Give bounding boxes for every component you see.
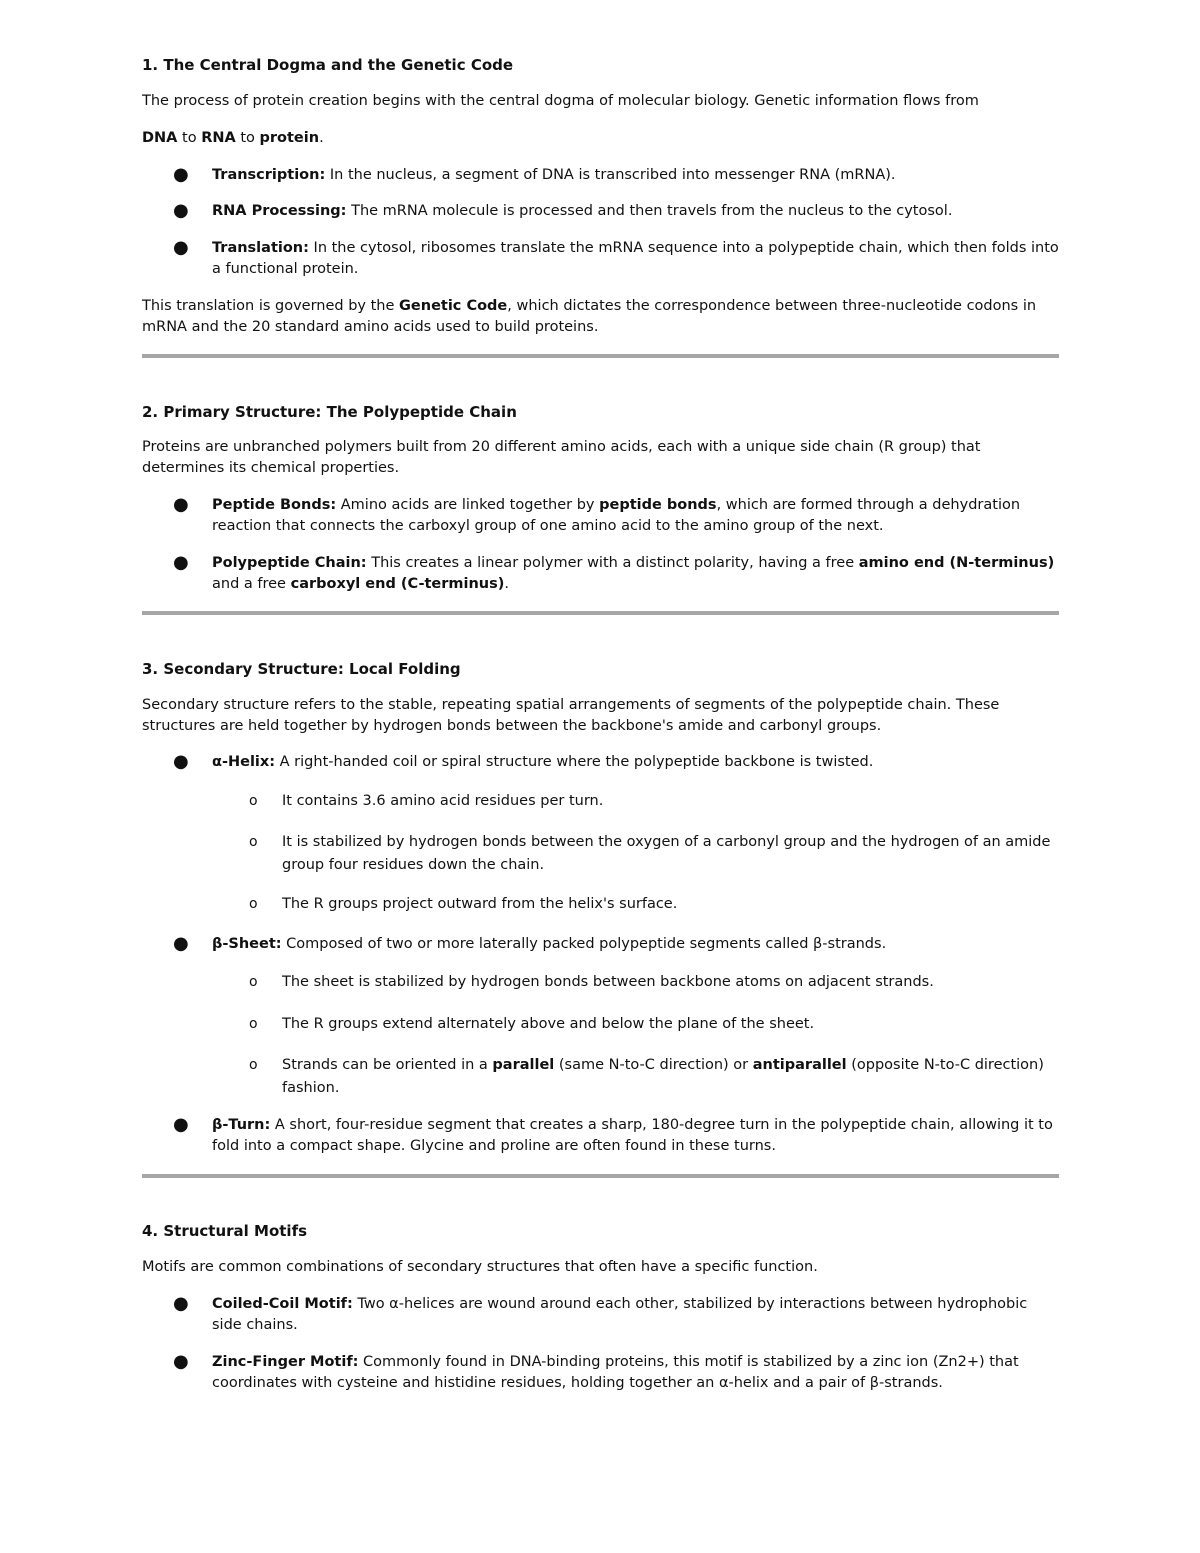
bullet-icon: ● <box>173 1114 189 1135</box>
bullet-icon: ● <box>173 1351 189 1372</box>
bullet-icon: ● <box>173 933 189 954</box>
section-divider <box>142 611 1059 615</box>
section-3-intro: Secondary structure refers to the stable, repeating spatial arrangements of segments of the polypeptide chain. These structures are held together by hydrogen bonds between the backbone's amide and carbonyl groups. <box>142 697 1000 734</box>
sub-bullet-icon: o <box>249 793 258 809</box>
sub-list-item: o The R groups project outward from the helix's surface. <box>282 893 1059 916</box>
section-1-intro: The process of protein creation begins with the central dogma of molecular biology. Genetic information flows from <box>142 93 979 109</box>
bullet-icon: ● <box>173 164 189 185</box>
list-item: ● Zinc-Finger Motif: Commonly found in DNA-binding proteins, this motif is stabilized by a zinc ion (Zn2+) that coordinates with cysteine and histidine residues, holding together an α-helix and a pair of β-strands. <box>173 1351 1019 1391</box>
sub-bullet-icon: o <box>249 1057 258 1073</box>
section-1-closing: This translation is governed by the Genetic Code, which dictates the correspondence between three-nucleotide codons in mRNA and the 20 standard amino acids used to build proteins. <box>142 298 1037 335</box>
list-item: ● RNA Processing: The mRNA molecule is processed and then travels from the nucleus to the cytosol. <box>173 200 953 221</box>
bullet-icon: ● <box>173 552 189 573</box>
bullet-icon: ● <box>173 200 189 221</box>
sub-bullet-icon: o <box>249 834 258 850</box>
list-item: ● Coiled-Coil Motif: Two α-helices are wound around each other, stabilized by interactions between hydrophobic side chains. <box>173 1293 1028 1333</box>
section-1-flow: DNA to RNA to protein. <box>142 130 324 146</box>
sub-list-item: o The sheet is stabilized by hydrogen bonds between backbone atoms on adjacent strands. <box>282 971 1059 994</box>
bullet-icon: ● <box>173 237 189 258</box>
list-item: ● Polypeptide Chain: This creates a linear polymer with a distinct polarity, having a free amino end (N-terminus) and a free carboxyl end (C-terminus). <box>173 552 1055 592</box>
list-item: ● Transcription: In the nucleus, a segment of DNA is transcribed into messenger RNA (mRNA). <box>173 164 896 185</box>
section-2-intro: Proteins are unbranched polymers built from 20 different amino acids, each with a unique side chain (R group) that determines its chemical properties. <box>142 439 981 476</box>
list-item: ● β-Sheet: Composed of two or more laterally packed polypeptide segments called β-strands. <box>173 933 887 954</box>
sub-list-item: o The R groups extend alternately above and below the plane of the sheet. <box>282 1013 1059 1036</box>
section-divider <box>142 1174 1059 1178</box>
sub-bullet-icon: o <box>249 974 258 990</box>
section-1-title: 1. The Central Dogma and the Genetic Code <box>142 56 514 74</box>
list-item: ● Translation: In the cytosol, ribosomes translate the mRNA sequence into a polypeptide chain, which then folds into a functional protein. <box>173 237 1059 277</box>
list-item: ● Peptide Bonds: Amino acids are linked together by peptide bonds, which are formed through a dehydration reaction that connects the carboxyl group of one amino acid to the amino group of the next. <box>173 494 1021 534</box>
list-item: ● α-Helix: A right-handed coil or spiral structure where the polypeptide backbone is twisted. <box>173 751 874 772</box>
bullet-icon: ● <box>173 751 189 772</box>
section-4-intro: Motifs are common combinations of secondary structures that often have a specific function. <box>142 1259 818 1275</box>
section-3-title: 3. Secondary Structure: Local Folding <box>142 660 461 678</box>
section-2-title: 2. Primary Structure: The Polypeptide Chain <box>142 403 517 421</box>
sub-list-item: o It is stabilized by hydrogen bonds between the oxygen of a carbonyl group and the hydrogen of an amide group four residues down the chain. <box>282 831 1059 877</box>
sub-list-item: o It contains 3.6 amino acid residues per turn. <box>282 790 1059 813</box>
section-divider <box>142 354 1059 358</box>
section-4-title: 4. Structural Motifs <box>142 1222 308 1240</box>
bullet-icon: ● <box>173 494 189 515</box>
sub-bullet-icon: o <box>249 1016 258 1032</box>
sub-list-item: o Strands can be oriented in a parallel (same N-to-C direction) or antiparallel (opposite N-to-C direction) fashion. <box>282 1054 1059 1100</box>
bullet-icon: ● <box>173 1293 189 1314</box>
sub-bullet-icon: o <box>249 896 258 912</box>
list-item: ● β-Turn: A short, four-residue segment that creates a sharp, 180-degree turn in the polypeptide chain, allowing it to fold into a compact shape. Glycine and proline are often found in these turns. <box>173 1114 1053 1154</box>
